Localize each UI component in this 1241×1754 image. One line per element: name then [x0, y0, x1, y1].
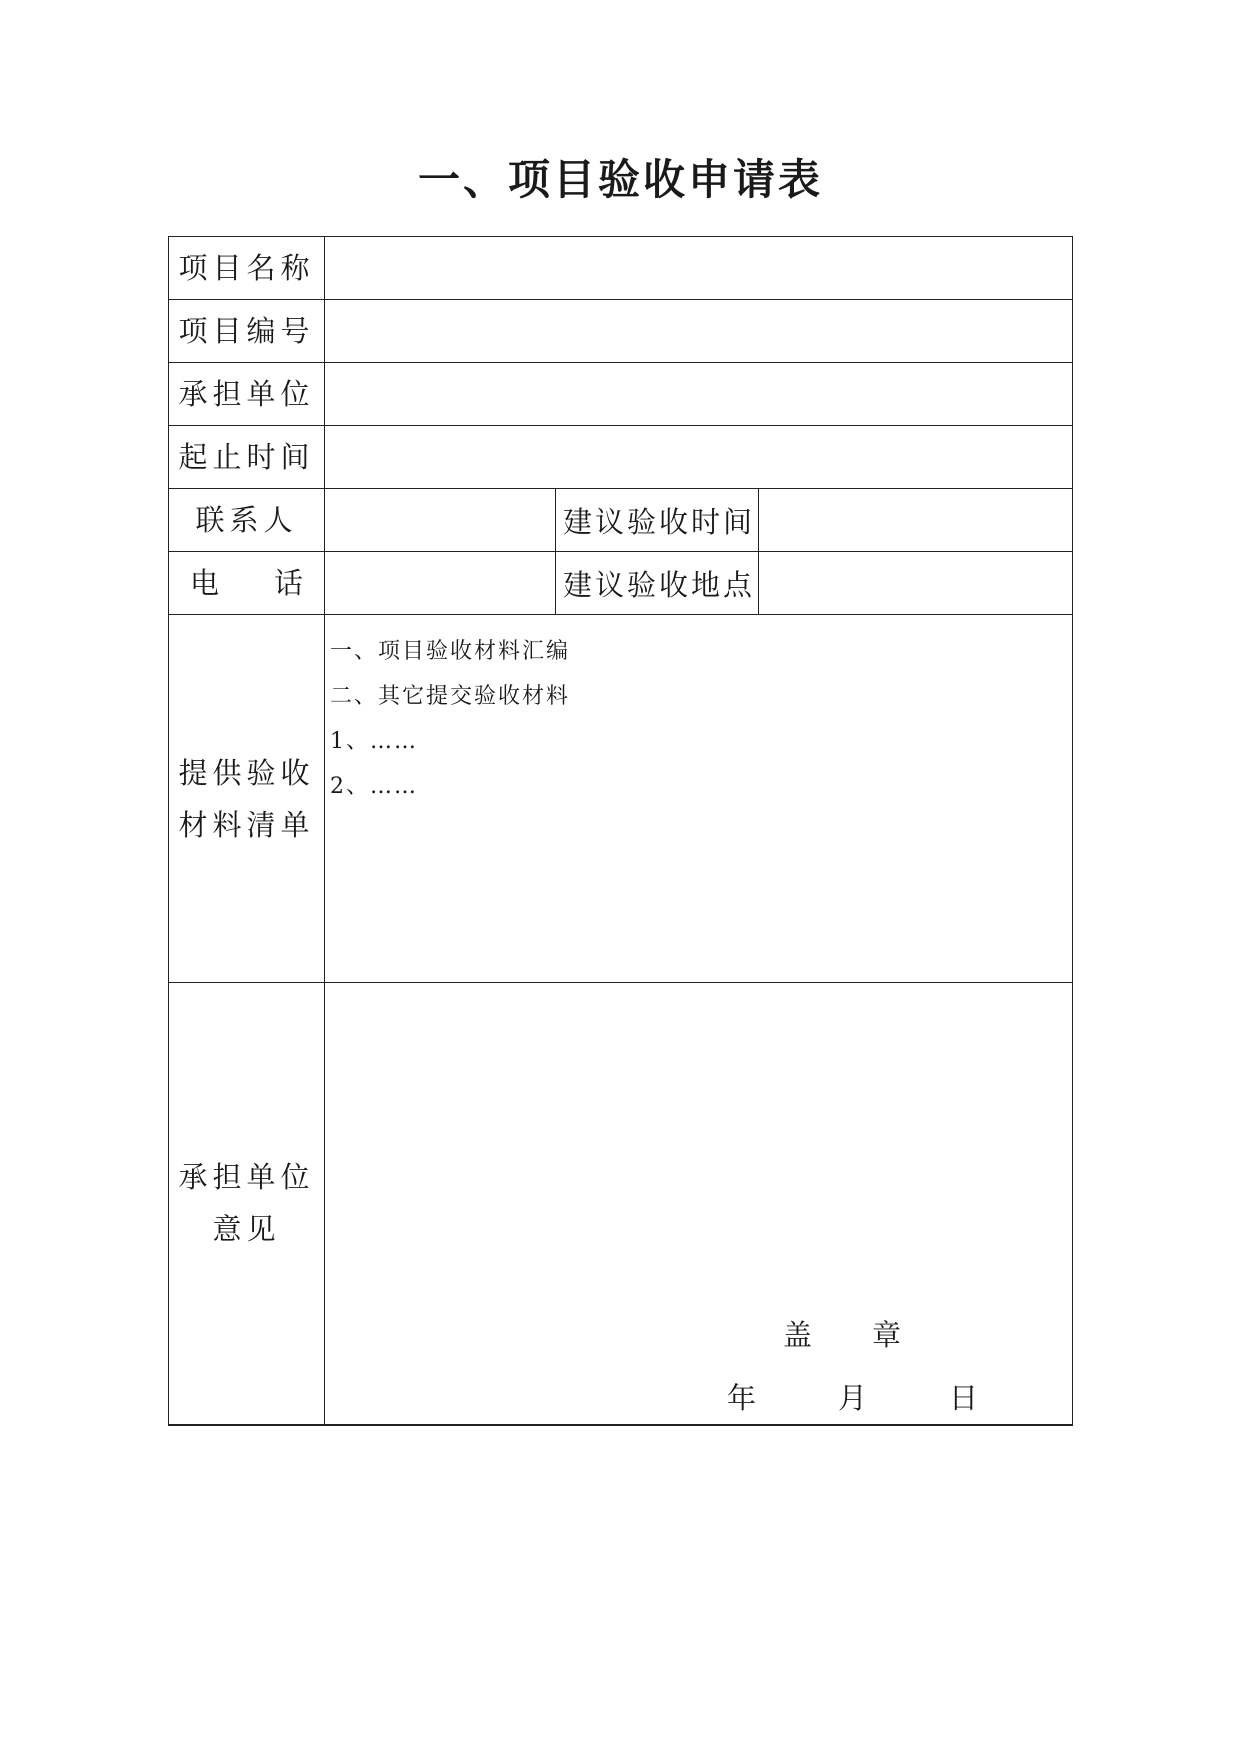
materials-label	[169, 615, 325, 983]
day-label: 日	[949, 1381, 979, 1415]
row-opinion	[169, 983, 1073, 1425]
undertaking-unit-label: 承担单位	[169, 363, 325, 426]
row-undertaking-unit	[169, 363, 1073, 426]
opinion-label	[169, 983, 325, 1425]
project-name-label: 项目名称	[169, 237, 325, 300]
period-label: 起止时间	[169, 426, 325, 489]
date-line	[727, 1376, 978, 1417]
row-materials	[169, 615, 1073, 983]
row-phone	[169, 552, 1073, 615]
materials-list-item: 2、……	[330, 774, 418, 799]
materials-list-item: 二、其它提交验收材料	[330, 684, 571, 709]
month-label: 月	[838, 1381, 868, 1415]
materials-list-field[interactable]	[325, 615, 1073, 983]
opinion-label-line-2: 意见	[212, 1212, 281, 1247]
stamp-char-1: 盖	[783, 1318, 813, 1352]
row-project-name	[169, 237, 1073, 300]
materials-label-line-1: 提供验收	[178, 755, 315, 790]
materials-list-item: 1、……	[330, 729, 418, 754]
stamp-line	[783, 1313, 901, 1354]
phone-label	[169, 552, 325, 615]
page-title: 一、项目验收申请表	[417, 155, 823, 204]
suggested-time-label: 建议验收时间	[556, 489, 759, 552]
opinion-label-line-1: 承担单位	[178, 1160, 315, 1195]
project-name-field[interactable]	[325, 237, 1073, 300]
opinion-field[interactable]	[325, 983, 1073, 1425]
materials-list-item: 一、项目验收材料汇编	[330, 639, 571, 664]
materials-label-line-2: 材料清单	[178, 807, 315, 842]
application-form-table	[168, 236, 1073, 1426]
project-number-field[interactable]	[325, 300, 1073, 363]
contact-person-field[interactable]	[325, 489, 556, 552]
suggested-time-field[interactable]	[759, 489, 1073, 552]
phone-label-char-1: 电	[189, 566, 219, 600]
row-project-number	[169, 300, 1073, 363]
phone-field[interactable]	[325, 552, 556, 615]
year-label: 年	[727, 1381, 757, 1415]
row-contact	[169, 489, 1073, 552]
stamp-char-2: 章	[872, 1318, 902, 1352]
undertaking-unit-field[interactable]	[325, 363, 1073, 426]
suggested-place-field[interactable]	[759, 552, 1073, 615]
phone-label-char-2: 话	[274, 566, 304, 600]
row-period	[169, 426, 1073, 489]
period-field[interactable]	[325, 426, 1073, 489]
project-number-label: 项目编号	[169, 300, 325, 363]
contact-person-label: 联系人	[169, 489, 325, 552]
suggested-place-label: 建议验收地点	[556, 552, 759, 615]
